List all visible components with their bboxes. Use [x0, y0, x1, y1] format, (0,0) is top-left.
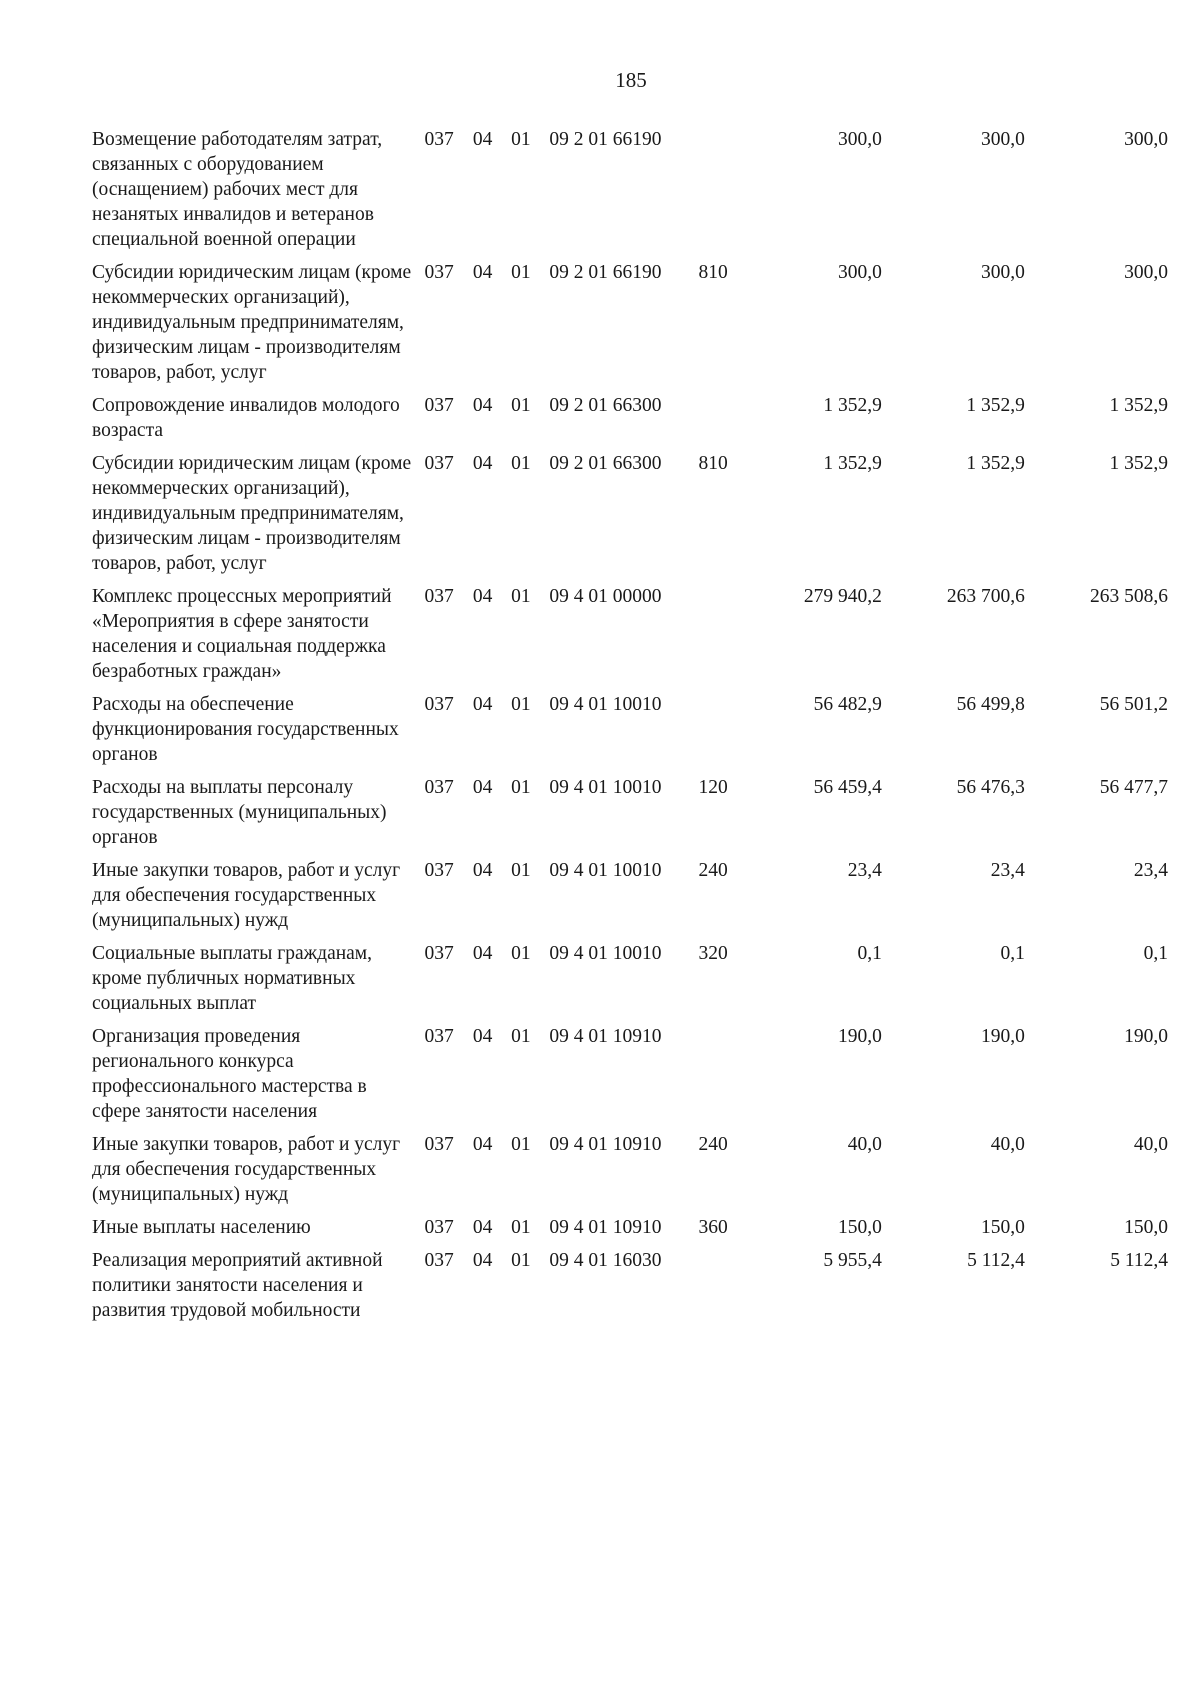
- expense-type-code: 240: [698, 1134, 728, 1155]
- subsection-code: 01: [511, 943, 531, 964]
- expense-name: Субсидии юридическим лицам (кроме некоммерческих организаций), индивидуальным предпринимателям, физическим лицам - производителям товаров, работ, услуг: [92, 262, 412, 383]
- amount-year-1: 56 459,4: [813, 777, 882, 798]
- table-row: [92, 451, 1168, 584]
- expense-type-code: [698, 1024, 758, 1132]
- amount-year-3: 56 477,7: [1099, 777, 1168, 798]
- amount-year-2: 40,0: [990, 1134, 1025, 1155]
- section-code: 04: [472, 453, 493, 474]
- amount-year-3: 56 501,2: [1099, 694, 1168, 715]
- amount-year-1: 190,0: [837, 1026, 882, 1047]
- expense-name: Расходы на выплаты персоналу государственных (муниципальных) органов: [92, 777, 387, 848]
- expense-name: Возмещение работодателям затрат, связанных с оборудованием (оснащением) рабочих мест для незанятых инвалидов и ветеранов специальной военной операции: [92, 129, 383, 250]
- department-code: 037: [424, 262, 454, 283]
- amount-year-1: 300,0: [837, 129, 882, 150]
- expense-name: Организация проведения регионального конкурса профессионального мастерства в сфере занятости населения: [92, 1026, 367, 1122]
- amount-year-2: 1 352,9: [966, 395, 1025, 416]
- target-article-code: 09 4 01 10910: [549, 1134, 662, 1155]
- table-body: [92, 127, 1168, 1331]
- section-code: 04: [472, 777, 493, 798]
- expense-type-code: 810: [698, 453, 728, 474]
- section-code: 04: [472, 943, 493, 964]
- subsection-code: 01: [511, 1134, 531, 1155]
- expense-name: Иные выплаты населению: [92, 1217, 311, 1238]
- amount-year-2: 5 112,4: [967, 1250, 1025, 1271]
- table-row: [92, 1024, 1168, 1132]
- amount-year-3: 300,0: [1124, 262, 1168, 283]
- amount-year-2: 56 476,3: [956, 777, 1025, 798]
- amount-year-1: 23,4: [847, 860, 882, 881]
- table-row: [92, 692, 1168, 775]
- expense-type-code: 320: [698, 943, 728, 964]
- amount-year-2: 263 700,6: [946, 586, 1025, 607]
- target-article-code: 09 2 01 66190: [549, 129, 662, 150]
- subsection-code: 01: [511, 777, 531, 798]
- target-article-code: 09 2 01 66300: [549, 395, 662, 416]
- expense-name: Сопровождение инвалидов молодого возраста: [92, 395, 400, 441]
- table-row: [92, 941, 1168, 1024]
- table-row: [92, 1215, 1168, 1248]
- department-code: 037: [424, 1217, 454, 1238]
- department-code: 037: [424, 453, 454, 474]
- page-number: 185: [615, 68, 647, 92]
- amount-year-3: 5 112,4: [1110, 1250, 1168, 1271]
- table-row: [92, 858, 1168, 941]
- department-code: 037: [424, 1134, 454, 1155]
- target-article-code: 09 4 01 10010: [549, 943, 662, 964]
- target-article-code: 09 4 01 10010: [549, 860, 662, 881]
- amount-year-3: 1 352,9: [1109, 453, 1168, 474]
- section-code: 04: [472, 129, 493, 150]
- expense-name: Социальные выплаты гражданам, кроме публичных нормативных социальных выплат: [92, 943, 373, 1014]
- amount-year-1: 1 352,9: [823, 395, 882, 416]
- department-code: 037: [424, 860, 454, 881]
- subsection-code: 01: [511, 1026, 531, 1047]
- expense-name: Иные закупки товаров, работ и услуг для обеспечения государственных (муниципальных) нужд: [92, 1134, 401, 1205]
- expense-name: Комплекс процессных мероприятий «Мероприятия в сфере занятости населения и социальная поддержка безработных граждан»: [92, 586, 392, 682]
- target-article-code: 09 4 01 10010: [549, 694, 662, 715]
- subsection-code: 01: [511, 1217, 531, 1238]
- amount-year-1: 40,0: [847, 1134, 882, 1155]
- section-code: 04: [472, 860, 493, 881]
- department-code: 037: [424, 395, 454, 416]
- department-code: 037: [424, 1026, 454, 1047]
- budget-table: [92, 127, 1168, 1331]
- amount-year-2: 190,0: [981, 1026, 1025, 1047]
- expense-type-code: 120: [698, 777, 728, 798]
- section-code: 04: [472, 1026, 493, 1047]
- amount-year-1: 279 940,2: [803, 586, 882, 607]
- subsection-code: 01: [511, 453, 531, 474]
- expense-name: Расходы на обеспечение функционирования государственных органов: [92, 694, 399, 765]
- expense-name: Реализация мероприятий активной политики занятости населения и развития трудовой мобильности: [92, 1250, 383, 1321]
- expense-type-code: [698, 127, 758, 260]
- amount-year-3: 150,0: [1124, 1217, 1168, 1238]
- amount-year-3: 1 352,9: [1109, 395, 1168, 416]
- expense-type-code: 360: [698, 1217, 728, 1238]
- table-row: [92, 1132, 1168, 1215]
- subsection-code: 01: [511, 262, 531, 283]
- amount-year-3: 0,1: [1143, 943, 1168, 964]
- section-code: 04: [472, 1217, 493, 1238]
- department-code: 037: [424, 586, 454, 607]
- amount-year-2: 300,0: [981, 129, 1025, 150]
- amount-year-2: 23,4: [990, 860, 1025, 881]
- section-code: 04: [472, 586, 493, 607]
- target-article-code: 09 4 01 10010: [549, 777, 662, 798]
- expense-type-code: [698, 393, 758, 451]
- section-code: 04: [472, 1250, 493, 1271]
- subsection-code: 01: [511, 395, 531, 416]
- target-article-code: 09 2 01 66300: [549, 453, 662, 474]
- amount-year-1: 5 955,4: [823, 1250, 882, 1271]
- amount-year-1: 150,0: [837, 1217, 882, 1238]
- amount-year-1: 56 482,9: [813, 694, 882, 715]
- section-code: 04: [472, 694, 493, 715]
- department-code: 037: [424, 1250, 454, 1271]
- amount-year-2: 150,0: [981, 1217, 1025, 1238]
- subsection-code: 01: [511, 694, 531, 715]
- table-row: [92, 775, 1168, 858]
- target-article-code: 09 4 01 00000: [549, 586, 662, 607]
- expense-type-code: 810: [698, 262, 728, 283]
- table-row: [92, 584, 1168, 692]
- subsection-code: 01: [511, 129, 531, 150]
- table-row: [92, 127, 1168, 260]
- amount-year-3: 300,0: [1124, 129, 1168, 150]
- subsection-code: 01: [511, 860, 531, 881]
- expense-name: Субсидии юридическим лицам (кроме некоммерческих организаций), индивидуальным предпринимателям, физическим лицам - производителям товаров, работ, услуг: [92, 453, 412, 574]
- expense-type-code: [698, 584, 758, 692]
- expense-type-code: [698, 692, 758, 775]
- section-code: 04: [472, 1134, 493, 1155]
- target-article-code: 09 4 01 16030: [549, 1250, 662, 1271]
- department-code: 037: [424, 943, 454, 964]
- amount-year-3: 23,4: [1133, 860, 1168, 881]
- subsection-code: 01: [511, 1250, 531, 1271]
- section-code: 04: [472, 395, 493, 416]
- amount-year-1: 1 352,9: [823, 453, 882, 474]
- amount-year-2: 0,1: [1000, 943, 1025, 964]
- amount-year-3: 263 508,6: [1090, 586, 1168, 607]
- table-row: [92, 393, 1168, 451]
- amount-year-2: 1 352,9: [966, 453, 1025, 474]
- expense-name: Иные закупки товаров, работ и услуг для обеспечения государственных (муниципальных) нужд: [92, 860, 401, 931]
- amount-year-3: 190,0: [1124, 1026, 1168, 1047]
- table-row: [92, 1248, 1168, 1331]
- target-article-code: 09 4 01 10910: [549, 1026, 662, 1047]
- amount-year-2: 300,0: [981, 262, 1025, 283]
- section-code: 04: [472, 262, 493, 283]
- department-code: 037: [424, 777, 454, 798]
- subsection-code: 01: [511, 586, 531, 607]
- amount-year-2: 56 499,8: [956, 694, 1025, 715]
- department-code: 037: [424, 694, 454, 715]
- expense-type-code: 240: [698, 860, 728, 881]
- target-article-code: 09 4 01 10910: [549, 1217, 662, 1238]
- target-article-code: 09 2 01 66190: [549, 262, 662, 283]
- amount-year-1: 0,1: [857, 943, 882, 964]
- department-code: 037: [424, 129, 454, 150]
- expense-type-code: [698, 1248, 758, 1331]
- amount-year-1: 300,0: [837, 262, 882, 283]
- table-row: [92, 260, 1168, 393]
- amount-year-3: 40,0: [1133, 1134, 1168, 1155]
